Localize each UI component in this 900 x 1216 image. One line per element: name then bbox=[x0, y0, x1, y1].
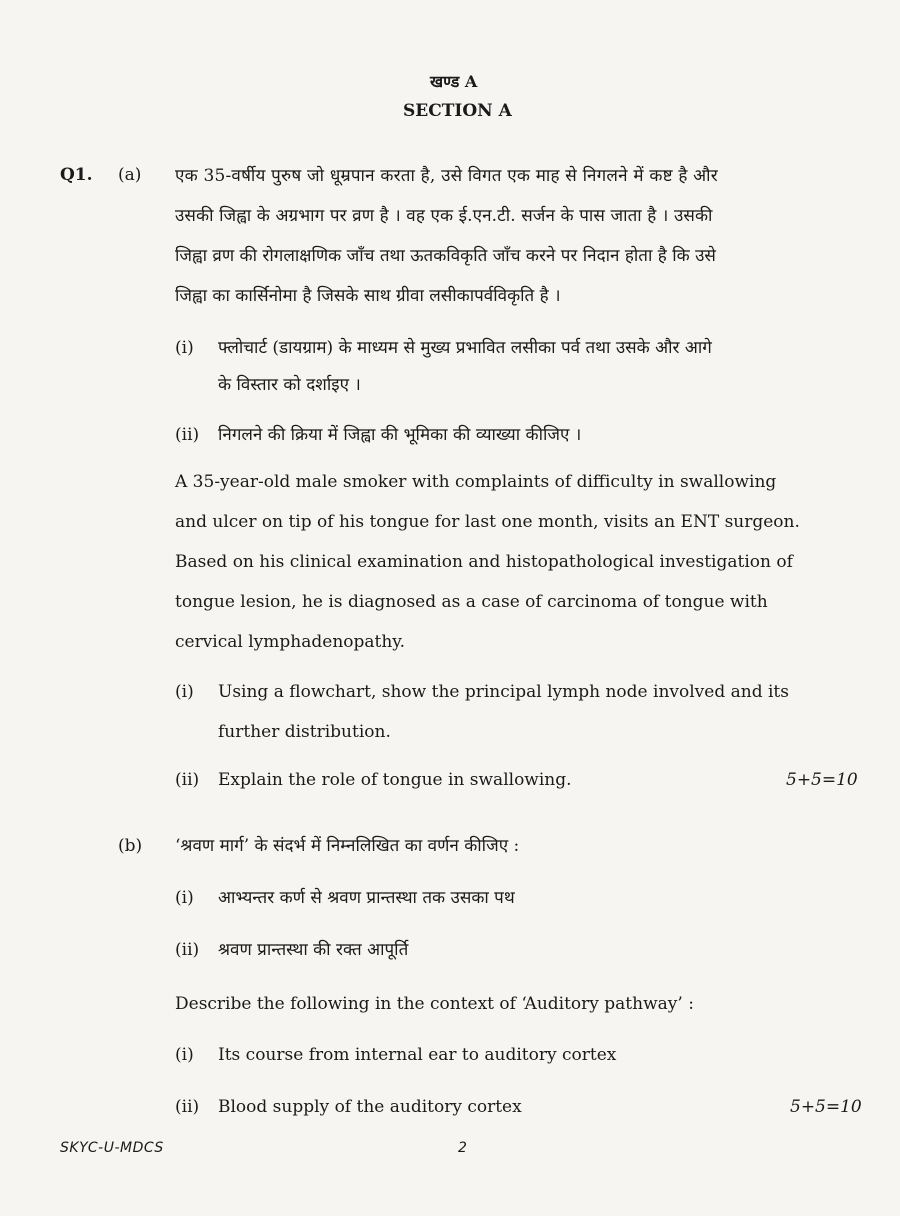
part-a-hindi-sub-i-line-1: फ्लोचार्ट (डायग्राम) के माध्यम से मुख्य प्रभावित लसीका पर्व तथा उसके और आगे bbox=[218, 338, 712, 358]
part-a-hindi-sub-ii: निगलने की क्रिया में जिह्वा की भूमिका की व्याख्या कीजिए । bbox=[218, 425, 582, 445]
part-a-english-sub-ii-label: (ii) bbox=[175, 770, 200, 790]
section-title-hindi: खण्ड A bbox=[430, 72, 478, 91]
part-b-english-sub-ii-label: (ii) bbox=[175, 1097, 200, 1117]
part-a-english-line-4: tongue lesion, he is diagnosed as a case of carcinoma of tongue with bbox=[175, 592, 768, 612]
part-b-english-sub-ii: Blood supply of the auditory cortex bbox=[218, 1097, 522, 1117]
part-a-english-sub-i-line-1: Using a flowchart, show the principal lymph node involved and its bbox=[218, 682, 789, 702]
part-b-hindi-sub-i-label: (i) bbox=[175, 888, 194, 908]
part-a-english-line-2: and ulcer on tip of his tongue for last one month, visits an ENT surgeon. bbox=[175, 512, 800, 532]
section-title-english: SECTION A bbox=[403, 101, 512, 121]
part-a-english-line-1: A 35-year-old male smoker with complaints of difficulty in swallowing bbox=[175, 472, 777, 492]
part-b-marks: 5+5=10 bbox=[790, 1097, 862, 1117]
part-b-hindi-sub-ii-label: (ii) bbox=[175, 940, 200, 960]
part-b-label: (b) bbox=[118, 836, 143, 856]
paper-code: SKYC-U-MDCS bbox=[60, 1140, 164, 1156]
part-a-english-line-5: cervical lymphadenopathy. bbox=[175, 632, 406, 652]
part-a-label: (a) bbox=[118, 165, 142, 185]
part-a-hindi-line-2: उसकी जिह्वा के अग्रभाग पर व्रण है । वह एक ई.एन.टी. सर्जन के पास जाता है । उसकी bbox=[175, 206, 713, 226]
part-a-english-sub-i-line-2: further distribution. bbox=[218, 722, 391, 742]
part-b-hindi-sub-i: आभ्यन्तर कर्ण से श्रवण प्रान्तस्था तक उसका पथ bbox=[218, 888, 515, 908]
part-b-english-sub-i: Its course from internal ear to auditory cortex bbox=[218, 1045, 617, 1065]
question-number: Q1. bbox=[60, 165, 93, 185]
part-a-hindi-line-3: जिह्वा व्रण की रोगलाक्षणिक जाँच तथा ऊतकविकृति जाँच करने पर निदान होता है कि उसे bbox=[175, 246, 716, 266]
part-b-english-intro: Describe the following in the context of ‘Auditory pathway’ : bbox=[175, 994, 694, 1014]
part-a-english-line-3: Based on his clinical examination and histopathological investigation of bbox=[175, 552, 793, 572]
part-b-hindi-sub-ii: श्रवण प्रान्तस्था की रक्त आपूर्ति bbox=[218, 940, 409, 960]
part-a-english-sub-ii: Explain the role of tongue in swallowing. bbox=[218, 770, 572, 790]
part-b-english-sub-i-label: (i) bbox=[175, 1045, 194, 1065]
page-number: 2 bbox=[458, 1140, 468, 1156]
part-a-hindi-line-1: एक 35-वर्षीय पुरुष जो धूम्रपान करता है, उसे विगत एक माह से निगलने में कष्ट है और bbox=[175, 166, 718, 186]
part-a-english-sub-i-label: (i) bbox=[175, 682, 194, 702]
part-a-hindi-line-4: जिह्वा का कार्सिनोमा है जिसके साथ ग्रीवा लसीकापर्वविकृति है । bbox=[175, 286, 561, 306]
part-a-hindi-sub-i-label: (i) bbox=[175, 338, 194, 358]
part-a-marks: 5+5=10 bbox=[786, 770, 858, 790]
part-a-hindi-sub-ii-label: (ii) bbox=[175, 425, 200, 445]
part-b-hindi-intro: ‘श्रवण मार्ग’ के संदर्भ में निम्नलिखित का वर्णन कीजिए : bbox=[175, 836, 520, 856]
part-a-hindi-sub-i-line-2: के विस्तार को दर्शाइए । bbox=[218, 375, 361, 395]
